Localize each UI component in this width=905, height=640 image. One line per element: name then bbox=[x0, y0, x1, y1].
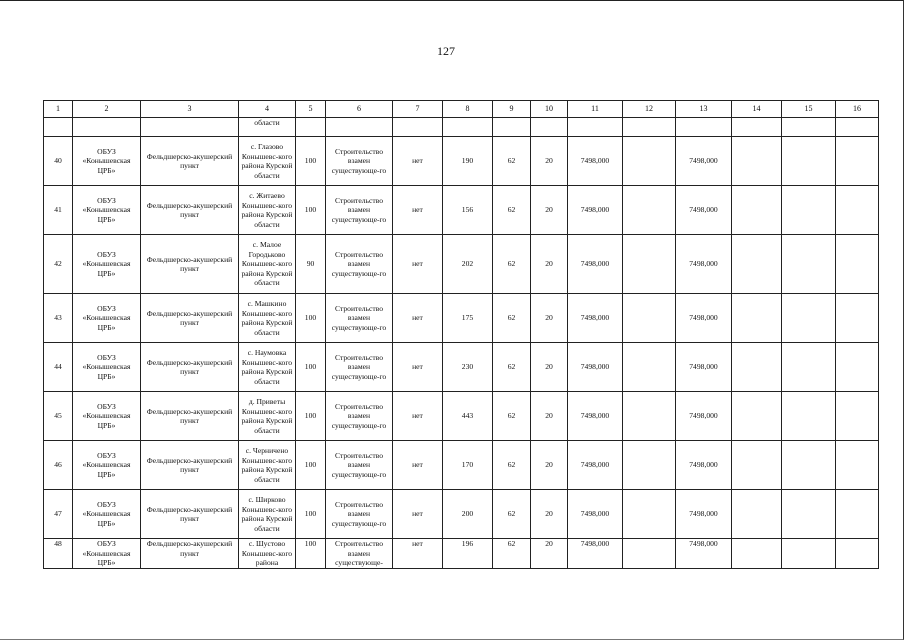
col9-value: 62 bbox=[493, 294, 531, 343]
col11-value: 7498,000 bbox=[568, 186, 623, 235]
col8-value: 443 bbox=[443, 392, 493, 441]
location: с. Житаево Конышевс-кого района Курской области bbox=[239, 186, 296, 235]
col11-value: 7498,000 bbox=[568, 137, 623, 186]
col13-value: 7498,000 bbox=[676, 137, 732, 186]
col5-value: 100 bbox=[296, 392, 326, 441]
location: с. Ширково Конышевс-кого района Курской области bbox=[239, 490, 296, 539]
table-cell bbox=[676, 118, 732, 137]
header-cell: 12 bbox=[623, 101, 676, 118]
table-row bbox=[44, 539, 879, 569]
col5-value: 100 bbox=[296, 294, 326, 343]
col15-value bbox=[782, 490, 836, 539]
col9-value: 62 bbox=[493, 137, 531, 186]
col15-value bbox=[782, 539, 836, 569]
col16-value bbox=[836, 441, 879, 490]
col12-value bbox=[623, 539, 676, 569]
col15-value bbox=[782, 441, 836, 490]
col13-value: 7498,000 bbox=[676, 294, 732, 343]
location: с. Малое Городьково Конышевс-кого района Курской области bbox=[239, 235, 296, 294]
row-number: 41 bbox=[44, 186, 73, 235]
col11-value: 7498,000 bbox=[568, 392, 623, 441]
header-cell: 8 bbox=[443, 101, 493, 118]
col16-value bbox=[836, 186, 879, 235]
col9-value: 62 bbox=[493, 441, 531, 490]
table-row bbox=[44, 294, 879, 343]
col10-value: 20 bbox=[531, 490, 568, 539]
col14-value bbox=[732, 186, 782, 235]
organization: ОБУЗ «Конышевская ЦРБ» bbox=[73, 137, 141, 186]
table-cell bbox=[568, 118, 623, 137]
col15-value bbox=[782, 294, 836, 343]
col15-value bbox=[782, 392, 836, 441]
col10-value: 20 bbox=[531, 235, 568, 294]
row-number: 46 bbox=[44, 441, 73, 490]
col14-value bbox=[732, 294, 782, 343]
table-row bbox=[44, 137, 879, 186]
col10-value: 20 bbox=[531, 441, 568, 490]
col7-value: нет bbox=[393, 392, 443, 441]
col15-value bbox=[782, 186, 836, 235]
location: с. Машкино Конышевс-кого района Курской области bbox=[239, 294, 296, 343]
col13-value: 7498,000 bbox=[676, 392, 732, 441]
col13-value: 7498,000 bbox=[676, 490, 732, 539]
header-cell: 16 bbox=[836, 101, 879, 118]
col8-value: 156 bbox=[443, 186, 493, 235]
col14-value bbox=[732, 441, 782, 490]
header-cell: 5 bbox=[296, 101, 326, 118]
col8-value: 196 bbox=[443, 539, 493, 569]
header-cell: 4 bbox=[239, 101, 296, 118]
col13-value: 7498,000 bbox=[676, 539, 732, 569]
col14-value bbox=[732, 392, 782, 441]
col9-value: 62 bbox=[493, 235, 531, 294]
col10-value: 20 bbox=[531, 343, 568, 392]
work-type: Строительство взамен существующе-го bbox=[326, 343, 393, 392]
table-row bbox=[44, 490, 879, 539]
table-body bbox=[44, 101, 879, 569]
col10-value: 20 bbox=[531, 186, 568, 235]
organization: ОБУЗ «Конышевская ЦРБ» bbox=[73, 343, 141, 392]
col7-value: нет bbox=[393, 343, 443, 392]
col14-value bbox=[732, 235, 782, 294]
header-cell: 15 bbox=[782, 101, 836, 118]
table-cell bbox=[141, 118, 239, 137]
organization: ОБУЗ «Конышевская ЦРБ» bbox=[73, 186, 141, 235]
facility-type: Фельдшерско-акушерский пункт bbox=[141, 343, 239, 392]
col12-value bbox=[623, 137, 676, 186]
col9-value: 62 bbox=[493, 186, 531, 235]
header-cell: 9 bbox=[493, 101, 531, 118]
location: с. Глазово Конышевс-кого района Курской области bbox=[239, 137, 296, 186]
col7-value: нет bbox=[393, 294, 443, 343]
page-number: 127 bbox=[437, 44, 455, 58]
col14-value bbox=[732, 343, 782, 392]
col14-value bbox=[732, 539, 782, 569]
table-cell bbox=[73, 118, 141, 137]
col5-value: 100 bbox=[296, 490, 326, 539]
col11-value: 7498,000 bbox=[568, 235, 623, 294]
col14-value bbox=[732, 490, 782, 539]
table-cell bbox=[296, 118, 326, 137]
col8-value: 170 bbox=[443, 441, 493, 490]
col13-value: 7498,000 bbox=[676, 235, 732, 294]
col12-value bbox=[623, 490, 676, 539]
col8-value: 190 bbox=[443, 137, 493, 186]
col12-value bbox=[623, 392, 676, 441]
header-cell: 10 bbox=[531, 101, 568, 118]
col16-value bbox=[836, 343, 879, 392]
col16-value bbox=[836, 490, 879, 539]
facility-type: Фельдшерско-акушерский пункт bbox=[141, 392, 239, 441]
col8-value: 175 bbox=[443, 294, 493, 343]
facility-type: Фельдшерско-акушерский пункт bbox=[141, 235, 239, 294]
data-table bbox=[43, 100, 879, 569]
table-cell bbox=[732, 118, 782, 137]
col11-value: 7498,000 bbox=[568, 294, 623, 343]
col7-value: нет bbox=[393, 490, 443, 539]
table-row bbox=[44, 441, 879, 490]
facility-type: Фельдшерско-акушерский пункт bbox=[141, 539, 239, 569]
col10-value: 20 bbox=[531, 392, 568, 441]
table-cell bbox=[531, 118, 568, 137]
col12-value bbox=[623, 441, 676, 490]
col8-value: 230 bbox=[443, 343, 493, 392]
table-cell bbox=[782, 118, 836, 137]
col15-value bbox=[782, 235, 836, 294]
col11-value: 7498,000 bbox=[568, 441, 623, 490]
table-cell bbox=[326, 118, 393, 137]
col5-value: 100 bbox=[296, 441, 326, 490]
col16-value bbox=[836, 294, 879, 343]
table-header-row bbox=[44, 101, 879, 118]
col13-value: 7498,000 bbox=[676, 186, 732, 235]
col16-value bbox=[836, 235, 879, 294]
col13-value: 7498,000 bbox=[676, 343, 732, 392]
continuation-cell: области bbox=[239, 118, 296, 137]
col7-value: нет bbox=[393, 186, 443, 235]
header-cell: 1 bbox=[44, 101, 73, 118]
col16-value bbox=[836, 539, 879, 569]
table-row bbox=[44, 235, 879, 294]
header-cell: 3 bbox=[141, 101, 239, 118]
organization: ОБУЗ «Конышевская ЦРБ» bbox=[73, 294, 141, 343]
col10-value: 20 bbox=[531, 294, 568, 343]
row-number: 44 bbox=[44, 343, 73, 392]
organization: ОБУЗ «Конышевская ЦРБ» bbox=[73, 539, 141, 569]
work-type: Строительство взамен существующе-го bbox=[326, 235, 393, 294]
organization: ОБУЗ «Конышевская ЦРБ» bbox=[73, 235, 141, 294]
col16-value bbox=[836, 392, 879, 441]
col10-value: 20 bbox=[531, 539, 568, 569]
table-cell bbox=[443, 118, 493, 137]
row-number: 43 bbox=[44, 294, 73, 343]
col9-value: 62 bbox=[493, 343, 531, 392]
col11-value: 7498,000 bbox=[568, 539, 623, 569]
col16-value bbox=[836, 137, 879, 186]
organization: ОБУЗ «Конышевская ЦРБ» bbox=[73, 490, 141, 539]
work-type: Строительство взамен существующе-го bbox=[326, 490, 393, 539]
header-cell: 14 bbox=[732, 101, 782, 118]
continuation-row bbox=[44, 118, 879, 137]
col8-value: 200 bbox=[443, 490, 493, 539]
table-cell bbox=[836, 118, 879, 137]
header-cell: 6 bbox=[326, 101, 393, 118]
row-number: 48 bbox=[44, 539, 73, 569]
col5-value: 100 bbox=[296, 186, 326, 235]
table-row bbox=[44, 343, 879, 392]
table-cell bbox=[44, 118, 73, 137]
work-type: Строительство взамен существующе-го bbox=[326, 137, 393, 186]
table-cell bbox=[493, 118, 531, 137]
organization: ОБУЗ «Конышевская ЦРБ» bbox=[73, 392, 141, 441]
col14-value bbox=[732, 137, 782, 186]
col7-value: нет bbox=[393, 137, 443, 186]
col15-value bbox=[782, 343, 836, 392]
organization: ОБУЗ «Конышевская ЦРБ» bbox=[73, 441, 141, 490]
col7-value: нет bbox=[393, 539, 443, 569]
row-number: 47 bbox=[44, 490, 73, 539]
table-cell bbox=[623, 118, 676, 137]
col12-value bbox=[623, 294, 676, 343]
col5-value: 100 bbox=[296, 137, 326, 186]
location: с. Наумовка Конышевс-кого района Курской области bbox=[239, 343, 296, 392]
col9-value: 62 bbox=[493, 490, 531, 539]
col9-value: 62 bbox=[493, 539, 531, 569]
header-cell: 7 bbox=[393, 101, 443, 118]
col11-value: 7498,000 bbox=[568, 343, 623, 392]
work-type: Строительство взамен существующе-го bbox=[326, 294, 393, 343]
col9-value: 62 bbox=[493, 392, 531, 441]
col5-value: 100 bbox=[296, 539, 326, 569]
location: с. Шустово Конышевс-кого района bbox=[239, 539, 296, 569]
facility-type: Фельдшерско-акушерский пункт bbox=[141, 490, 239, 539]
work-type: Строительство взамен существующе-го bbox=[326, 441, 393, 490]
col12-value bbox=[623, 186, 676, 235]
location: д. Приветы Конышевс-кого района Курской области bbox=[239, 392, 296, 441]
work-type: Строительство взамен существующе-го bbox=[326, 392, 393, 441]
row-number: 40 bbox=[44, 137, 73, 186]
table-row bbox=[44, 392, 879, 441]
header-cell: 13 bbox=[676, 101, 732, 118]
col10-value: 20 bbox=[531, 137, 568, 186]
row-number: 42 bbox=[44, 235, 73, 294]
col5-value: 100 bbox=[296, 343, 326, 392]
row-number: 45 bbox=[44, 392, 73, 441]
col7-value: нет bbox=[393, 235, 443, 294]
table-row bbox=[44, 186, 879, 235]
col5-value: 90 bbox=[296, 235, 326, 294]
location: с. Черничено Конышевс-кого района Курской области bbox=[239, 441, 296, 490]
col12-value bbox=[623, 235, 676, 294]
col13-value: 7498,000 bbox=[676, 441, 732, 490]
facility-type: Фельдшерско-акушерский пункт bbox=[141, 137, 239, 186]
col11-value: 7498,000 bbox=[568, 490, 623, 539]
header-cell: 2 bbox=[73, 101, 141, 118]
col8-value: 202 bbox=[443, 235, 493, 294]
work-type: Строительство взамен существующе-го bbox=[326, 186, 393, 235]
work-type: Строительство взамен существующе- bbox=[326, 539, 393, 569]
col15-value bbox=[782, 137, 836, 186]
facility-type: Фельдшерско-акушерский пункт bbox=[141, 441, 239, 490]
facility-type: Фельдшерско-акушерский пункт bbox=[141, 294, 239, 343]
col12-value bbox=[623, 343, 676, 392]
header-cell: 11 bbox=[568, 101, 623, 118]
table-cell bbox=[393, 118, 443, 137]
col7-value: нет bbox=[393, 441, 443, 490]
facility-type: Фельдшерско-акушерский пункт bbox=[141, 186, 239, 235]
